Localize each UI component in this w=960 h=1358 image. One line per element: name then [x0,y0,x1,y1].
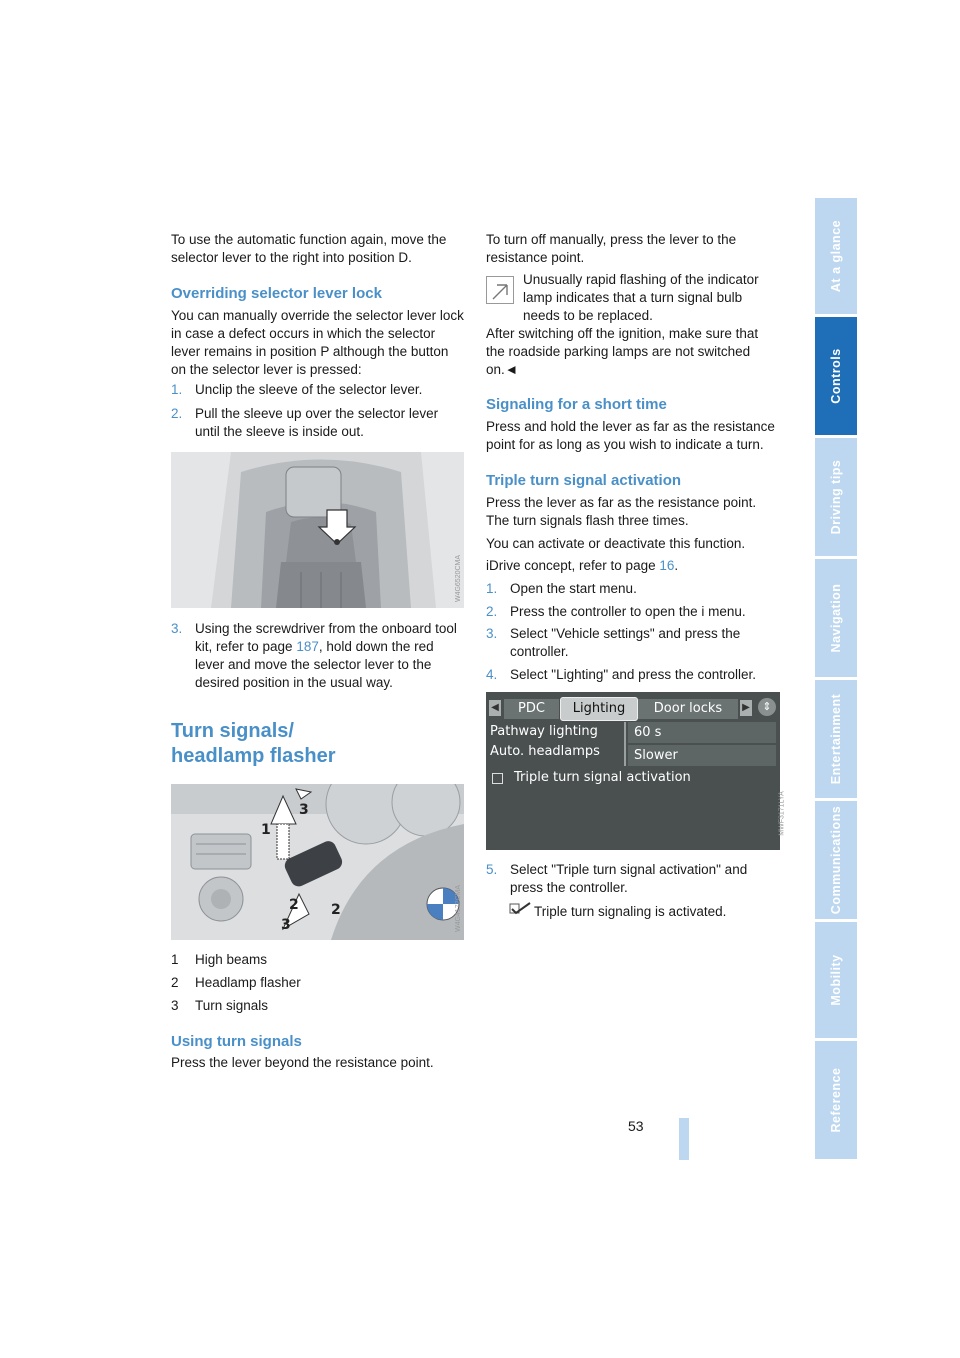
page-link-16[interactable]: 16 [659,558,675,573]
caption-item: 2 Headlamp flasher [171,975,301,990]
triple-text-2: You can activate or deactivate this function. [486,536,746,551]
screen-row-label-auto-headlamps[interactable]: Auto. headlamps [490,744,600,759]
caption-item: 1 High beams [171,952,268,967]
using-turn-signals-heading: Using turn signals [171,1033,302,1050]
turn-off-text: To turn off manually, press the lever to the resistance point. [486,232,737,265]
screen-row-value-slower[interactable]: Slower [628,745,776,766]
screen-checkbox[interactable] [492,773,503,784]
screen-back-arrow-icon[interactable]: ◀ [489,700,501,716]
idrive-step-4: 4. Select "Lighting" and press the controller. [486,667,756,682]
short-time-text: Press and hold the lever as far as the resistance point for as long as you wish to indicate a turn. [486,419,775,452]
screen-row-label-pathway[interactable]: Pathway lighting [490,724,598,739]
screen-checkbox-label[interactable]: Triple turn signal activation [514,770,691,785]
short-time-heading: Signaling for a short time [486,396,667,413]
page-link-187[interactable]: 187 [296,639,319,654]
triple-heading: Triple turn signal activation [486,472,682,489]
turn-signal-lever-figure [171,784,464,940]
side-tab-navigation[interactable]: Navigation [815,559,857,677]
svg-text:3: 3 [299,802,309,818]
screen-tab-door-locks[interactable]: Door locks [638,699,738,719]
selector-lever-illustration [171,452,464,608]
turn-signal-lever-illustration [171,784,464,940]
idrive-step-1: 1. Open the start menu. [486,581,637,596]
side-tab-communications[interactable]: Communications [815,801,857,919]
activated-line: Triple turn signaling is activated. [508,902,768,921]
side-tab-driving-tips[interactable]: Driving tips [815,438,857,556]
side-tab-entertainment[interactable]: Entertainment [815,680,857,798]
override-step-1: 1. Unclip the sleeve of the selector lever. [171,382,423,397]
svg-text:2: 2 [331,902,341,918]
triple-text-1: Press the lever as far as the resistance point. The turn signals flash three times. [486,495,757,528]
idrive-step-5: 5. Select "Triple turn signal activation" and press the controller. [486,862,748,895]
fig1-id: W4G6520CMA [455,554,463,603]
side-tab-controls[interactable]: Controls [815,317,857,435]
override-heading: Overriding selector lever lock [171,285,382,302]
intro-paragraph: To use the automatic function again, move the selector lever to the right into position D. [171,232,447,265]
override-step-3: 3. Using the screwdriver from the onboard tool kit, refer to page 187, hold down the red lever and move the selector lever to the desired position in the usual way. [171,621,457,690]
override-paragraph: You can manually override the selector lever lock in case a defect occurs in which the selector lever remains in position P although the button on the selector lever is pressed: [171,308,464,377]
svg-text:2: 2 [289,897,299,913]
checkmark-icon [508,902,534,921]
caption-item: 3 Turn signals [171,998,269,1013]
screen-options-icon[interactable]: ⇕ [758,698,776,716]
fig2-id: W4G4172CMA [455,884,463,933]
screen-tab-pdc[interactable]: PDC [504,699,559,719]
note-text: Unusually rapid flashing of the indicator lamp indicates that a turn signal bulb needs to be replaced. After switching off the ignition, make sure that the roadside parking lamps are not switched on.◄ [486,272,759,377]
screen-row-value-60s[interactable]: 60 s [628,722,776,743]
using-turn-signals-text: Press the lever beyond the resistance point. [171,1055,434,1070]
screen-value-divider [624,722,626,766]
override-step-2: 2. Pull the sleeve up over the selector lever until the sleeve is inside out. [171,406,439,439]
page-number-bar [679,1118,689,1160]
idrive-reference: iDrive concept, refer to page 16. [486,558,679,573]
screen-forward-arrow-icon[interactable]: ▶ [740,700,752,716]
side-tab-reference[interactable]: Reference [815,1041,857,1159]
page-number: 53 [628,1118,644,1134]
idrive-step-2: 2. Press the controller to open the i menu. [486,604,746,619]
turn-signals-heading: Turn signals/ headlamp flasher [171,720,336,767]
screen-tab-lighting[interactable]: Lighting [560,697,638,721]
svg-text:1: 1 [261,822,271,838]
side-tab-at-a-glance[interactable]: At a glance [815,198,857,314]
fig3-id: MWF3171LYA [778,791,786,836]
caption-list [171,951,451,1015]
idrive-screen [486,692,780,850]
selector-lever-figure [171,452,464,608]
side-tab-mobility[interactable]: Mobility [815,922,857,1038]
svg-text:3: 3 [281,917,291,933]
idrive-step-3: 3. Select "Vehicle settings" and press the controller. [486,626,741,659]
